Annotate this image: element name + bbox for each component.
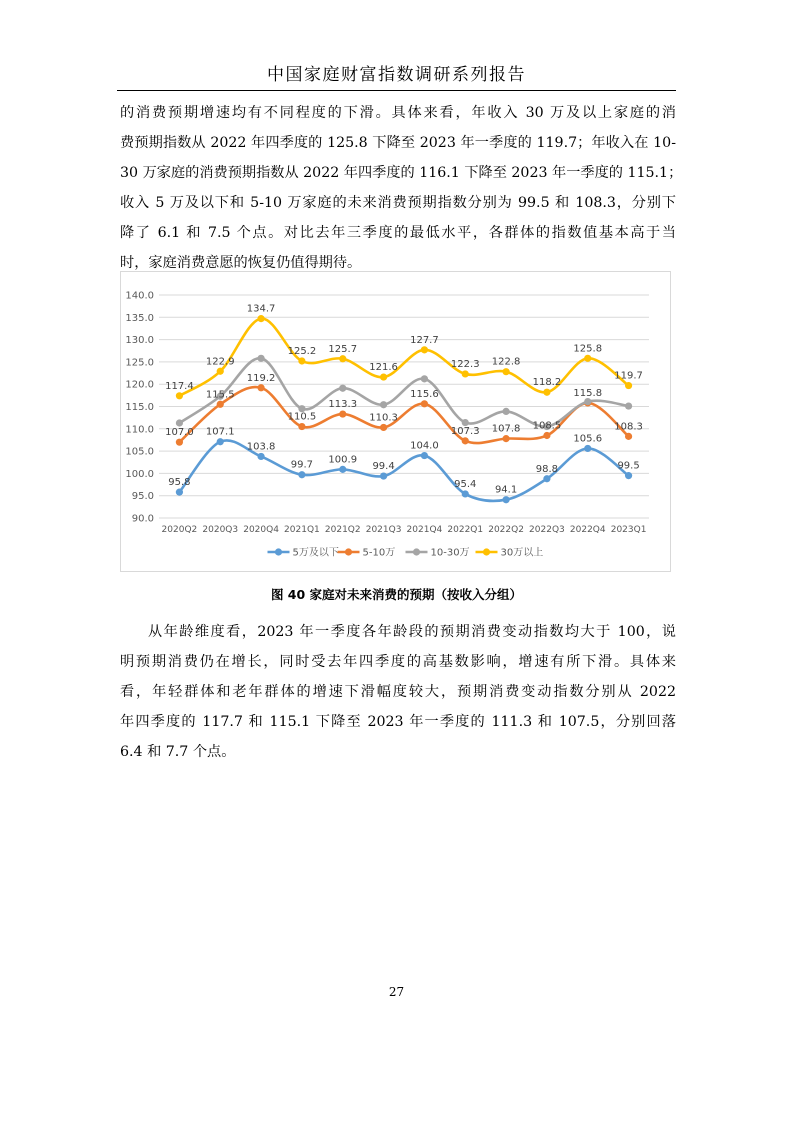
x-tick-label: 2021Q4: [406, 525, 443, 535]
x-tick-label: 2022Q1: [447, 525, 484, 535]
legend-label: 30万以上: [500, 547, 544, 559]
data-label: 113.3: [328, 399, 358, 411]
series-0-point: [625, 472, 632, 479]
series-0-point: [298, 471, 305, 478]
series-0-point: [584, 445, 591, 452]
series-0-point: [380, 472, 387, 479]
series-0-point: [421, 452, 428, 459]
data-label: 110.3: [369, 412, 398, 424]
data-label: 121.6: [369, 362, 398, 374]
line-chart: [121, 272, 670, 571]
data-label: 115.8: [573, 387, 603, 399]
y-tick-label: 115.0: [125, 402, 154, 413]
y-tick-label: 90.0: [131, 513, 154, 525]
series-1-point: [176, 439, 183, 446]
intro-paragraph-line: 时，家庭消费意愿的恢复仍值得期待。: [120, 255, 362, 271]
series-0-point: [543, 475, 550, 482]
y-tick-label: 95.0: [131, 491, 154, 503]
intro-paragraph-line: 费预期指数从 2022 年四季度的 125.8 下降至 2023 年一季度的 119.7；年收入在 10-: [120, 135, 676, 151]
data-label: 119.2: [246, 372, 276, 384]
data-label: 107.1: [205, 426, 235, 438]
page-header-title: 中国家庭财富指数调研系列报告: [267, 65, 526, 85]
intro-paragraph-line: 降了 6.1 和 7.5 个点。对比去年三季度的最低水平，各群体的指数值基本高于当: [120, 225, 676, 241]
series-1-point: [257, 384, 264, 391]
series-2-point: [502, 408, 509, 415]
x-tick-label: 2023Q1: [610, 525, 647, 535]
series-3-point: [584, 355, 591, 362]
data-label: 125.8: [573, 343, 603, 355]
data-label: 99.7: [290, 459, 314, 471]
age-paragraph-line: 明预期消费仍在增长，同时受去年四季度的高基数影响，增速有所下滑。具体来: [120, 654, 676, 670]
series-3-point: [257, 315, 264, 322]
series-1-line: [179, 387, 628, 443]
series-3-point: [339, 355, 346, 362]
data-label: 122.3: [450, 358, 480, 370]
data-label: 118.2: [532, 377, 562, 389]
data-label: 122.8: [491, 356, 521, 368]
legend-item: [338, 547, 396, 559]
data-label: 127.7: [410, 334, 439, 346]
legend-label: 10-30万: [430, 547, 470, 559]
legend-item: [476, 546, 544, 559]
data-label: 122.9: [205, 356, 235, 368]
legend-marker: [483, 548, 490, 555]
data-label: 105.6: [573, 433, 603, 445]
series-0-point: [502, 496, 509, 503]
series-3-point: [298, 357, 305, 364]
data-label: 100.9: [328, 454, 358, 466]
data-label: 99.5: [617, 460, 640, 472]
age-paragraph-line: 6.4 和 7.7 个点。: [120, 744, 236, 760]
data-label: 95.4: [454, 478, 477, 490]
series-1-point: [217, 401, 224, 408]
series-0-point: [339, 466, 346, 473]
series-3-point: [217, 368, 224, 375]
y-tick-label: 140.0: [125, 290, 154, 302]
legend-marker: [345, 548, 352, 555]
legend-item: [268, 547, 339, 559]
series-2-point: [257, 355, 264, 362]
data-label: 117.4: [165, 380, 194, 392]
data-label: 107.0: [165, 427, 194, 439]
intro-paragraph-line: 收入 5 万及以下和 5-10 万家庭的未来消费预期指数分别为 99.5 和 108.3，分别下: [120, 195, 676, 211]
data-label: 95.8: [168, 477, 191, 489]
series-0-point: [462, 490, 469, 497]
age-paragraph-line: 从年龄维度看，2023 年一季度各年龄段的预期消费变动指数均大于 100，说: [148, 624, 676, 640]
series-1-point: [339, 410, 346, 417]
series-1-point: [462, 437, 469, 444]
header-divider: [117, 90, 676, 91]
data-label: 125.7: [328, 343, 358, 355]
page-number: 27: [388, 985, 405, 999]
series-2-point: [625, 402, 632, 409]
series-3-point: [462, 370, 469, 377]
legend-item: [406, 547, 470, 559]
series-2-point: [421, 375, 428, 382]
x-tick-label: 2021Q1: [284, 525, 320, 535]
series-2-point: [584, 398, 591, 405]
series-2-point: [380, 401, 387, 408]
series-3-point: [625, 382, 632, 389]
series-2-line: [179, 358, 628, 426]
x-tick-label: 2022Q4: [569, 525, 606, 535]
data-label: 108.5: [532, 420, 562, 432]
x-tick-label: 2020Q2: [161, 525, 198, 535]
data-label: 119.7: [614, 370, 643, 382]
intro-paragraph-line: 的消费预期增速均有不同程度的下滑。具体来看，年收入 30 万及以上家庭的消: [120, 105, 676, 121]
legend-marker: [413, 548, 420, 555]
legend-label: 5万及以下: [292, 547, 339, 559]
series-2-point: [176, 419, 183, 426]
x-tick-label: 2020Q4: [243, 525, 279, 535]
income-consumption-chart: [120, 271, 671, 572]
x-tick-label: 2022Q3: [529, 525, 565, 535]
data-label: 103.8: [246, 441, 276, 453]
data-label: 104.0: [410, 440, 439, 452]
legend-label: 5-10万: [362, 547, 396, 559]
data-label: 125.2: [287, 346, 317, 358]
series-3-point: [176, 392, 183, 399]
data-label: 115.6: [410, 388, 439, 400]
intro-paragraph: [120, 98, 683, 278]
data-label: 110.5: [287, 411, 317, 423]
series-1-point: [543, 432, 550, 439]
data-label: 98.8: [535, 463, 559, 475]
figure-caption: 图 40 家庭对未来消费的预期（按收入分组）: [270, 587, 523, 602]
series-3-point: [543, 389, 550, 396]
series-1-point: [298, 423, 305, 430]
age-paragraph: [120, 617, 676, 767]
x-tick-label: 2021Q3: [365, 525, 402, 535]
series-0-point: [176, 489, 183, 496]
data-label: 99.4: [372, 461, 395, 473]
y-tick-label: 125.0: [125, 357, 154, 369]
age-paragraph-line: 年四季度的 117.7 和 115.1 下降至 2023 年一季度的 111.3 和 107.5，分别回落: [120, 714, 676, 730]
series-0-point: [217, 438, 224, 445]
data-label: 134.7: [246, 303, 276, 315]
series-3-point: [502, 368, 509, 375]
y-tick-label: 110.0: [125, 424, 154, 436]
series-1-point: [502, 435, 509, 442]
legend-marker: [275, 548, 282, 555]
x-tick-label: 2021Q2: [324, 525, 361, 535]
y-tick-label: 135.0: [125, 312, 154, 324]
series-3-point: [421, 346, 428, 353]
data-label: 115.5: [205, 389, 235, 401]
y-tick-label: 120.0: [125, 379, 154, 391]
series-3-point: [380, 373, 387, 380]
x-tick-label: 2022Q2: [488, 525, 524, 535]
y-tick-label: 105.0: [125, 446, 154, 458]
x-tick-label: 2020Q3: [202, 525, 239, 535]
intro-paragraph-line: 30 万家庭的消费预期指数从 2022 年四季度的 116.1 下降至 2023 年一季度的 115.1；: [120, 165, 683, 181]
y-tick-label: 130.0: [125, 335, 154, 347]
data-label: 107.8: [491, 423, 521, 435]
series-1-point: [380, 424, 387, 431]
series-1-point: [625, 433, 632, 440]
data-label: 108.3: [614, 421, 643, 433]
data-label: 107.3: [450, 425, 480, 437]
age-paragraph-line: 看，年轻群体和老年群体的增速下滑幅度较大，预期消费变动指数分别从 2022: [120, 684, 676, 700]
series-0-point: [257, 453, 264, 460]
y-tick-label: 100.0: [125, 468, 154, 480]
data-label: 94.1: [494, 484, 518, 496]
series-1-point: [421, 400, 428, 407]
series-2-point: [339, 385, 346, 392]
